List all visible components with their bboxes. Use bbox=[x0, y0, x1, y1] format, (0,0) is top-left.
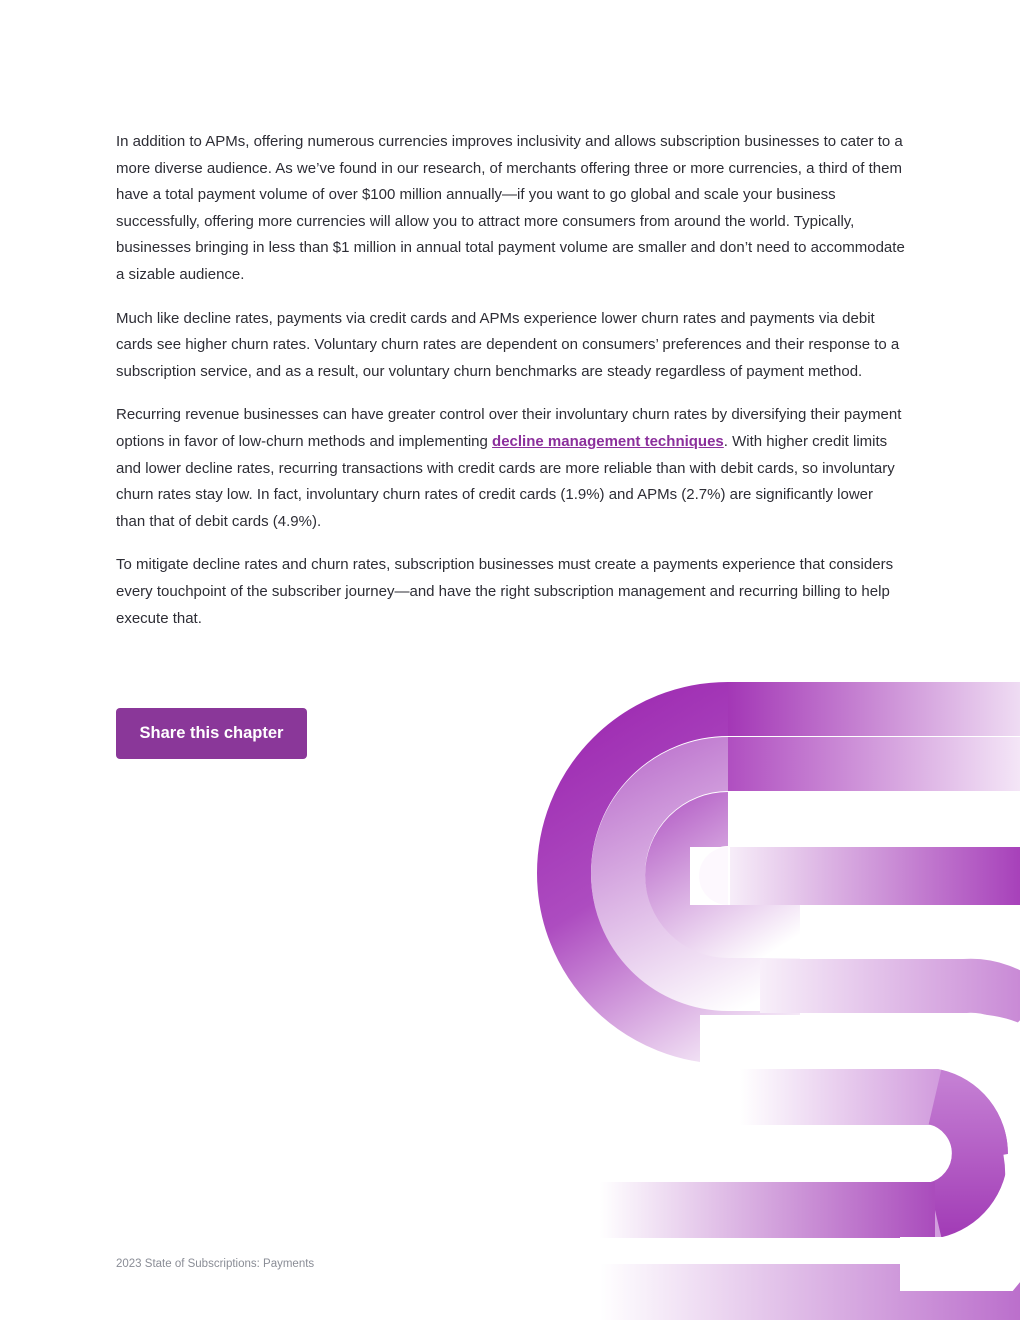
paragraph-involuntary-churn bbox=[116, 402, 906, 535]
paragraph-churn-rates: Much like decline rates, payments via credit cards and APMs experience lower churn rates and payments via debit cards see higher churn rates. Voluntary churn rates are dependent on consumers’ preferences and their response to a subscription service, and as a result, our voluntary churn benchmarks are steady regardless of payment method. bbox=[116, 309, 900, 380]
body-text bbox=[116, 129, 906, 649]
share-chapter-button[interactable]: Share this chapter bbox=[116, 708, 307, 759]
decline-management-link[interactable]: decline management techniques bbox=[492, 432, 724, 450]
paragraph-mitigate: To mitigate decline rates and churn rates, subscription businesses must create a payments experience that considers every touchpoint of the subscriber journey—and have the right subscription management and recurring billing to help execute that. bbox=[116, 556, 894, 627]
paragraph-involuntary-churn-start: Recurring revenue businesses can have greater control over their involuntary churn rates by diversifying their payment options in favor of low-churn methods and implementing bbox=[116, 406, 902, 450]
paragraph-currencies: In addition to APMs, offering numerous currencies improves inclusivity and allows subscription businesses to cater to a more diverse audience. As we’ve found in our research, of merchants offering three or more currencies, a third of them have a total payment volume of over $100 million annually—if you want to go global and scale your business successfully, offering more currencies will allow you to attract more consumers from around the world. Typically, businesses bringing in less than $1 million in annual total payment volume are smaller and don’t need to accommodate a sizable audience. bbox=[116, 133, 905, 283]
paragraph-involuntary-churn-end: . With higher credit limits and lower decline rates, recurring transactions with credit cards are more reliable than with debit cards, so involuntary churn rates stay low. In fact, involuntary churn rates of credit cards (1.9%) and APMs (2.7%) are significantly lower than that of debit cards (4.9%). bbox=[116, 432, 895, 530]
footer-publication-title: 2023 State of Subscriptions: Payments bbox=[116, 1258, 315, 1270]
